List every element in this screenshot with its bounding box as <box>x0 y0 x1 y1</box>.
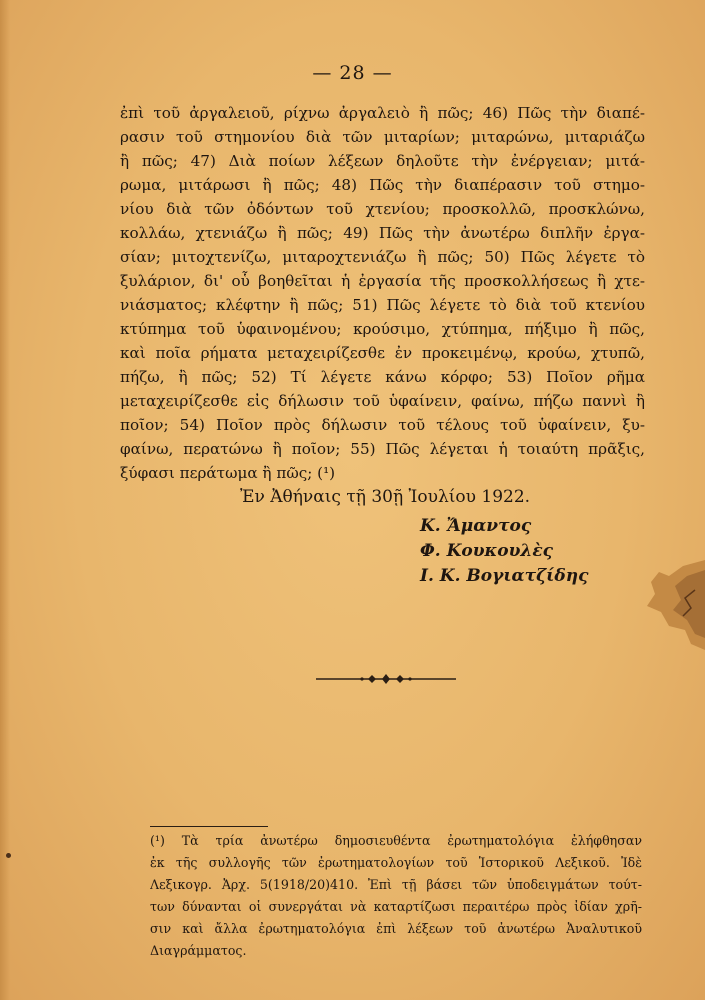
text-line: καὶ ποῖα ρήματα μεταχειρίζεσθε ἐν προκειμένῳ, κρούω, χτυπῶ, <box>120 344 645 362</box>
footnote-line: ἐκ τῆς συλλογῆς τῶν ἐρωτηματολογίων τοῦ Ἱστορικοῦ Λεξικοῦ. Ἰδὲ <box>150 855 642 870</box>
ink-speck <box>6 853 11 858</box>
page-edge-shadow <box>0 0 10 1000</box>
footnote <box>150 830 642 962</box>
text-line: ρασιν τοῦ στημονίου διὰ τῶν μιταρίων; μιταρώνω, μιταριάζω <box>120 128 645 146</box>
ornament-divider <box>316 672 456 686</box>
text-line: κολλάω, χτενιάζω ἢ πῶς; 49) Πῶς τὴν ἀνωτέρω διπλῆν ἐργα- <box>120 224 645 242</box>
main-paragraph <box>120 101 645 485</box>
text-line: ἢ πῶς; 47) Διὰ ποίων λέξεων δηλοῦτε τὴν ἐνέργειαν; μιτά- <box>120 152 645 170</box>
text-line: κτύπημα τοῦ ὑφαινομένου; κρούσιμο, χτύπημα, πήξιμο ἢ πῶς, <box>120 320 645 338</box>
footnote-line: σιν καὶ ἄλλα ἐρωτηματολόγια ἐπὶ λέξεων τοῦ ἀνωτέρω Ἀναλυτικοῦ <box>150 921 642 936</box>
text-line: μεταχειρίζεσθε εἰς δήλωσιν τοῦ ὑφαίνειν, φαίνω, πήζω παννὶ ἢ <box>120 392 645 410</box>
text-line: πήζω, ἢ πῶς; 52) Τί λέγετε κάνω κόρφο; 53) Ποῖον ρῆμα <box>120 368 645 386</box>
signature-vogiatzidis: Ι. Κ. Βογιατζίδης <box>420 566 589 586</box>
text-line: ξυλάριον, δι' οὗ βοηθεῖται ἡ ἐργασία τῆς προσκολλήσεως ἢ χτε- <box>120 272 645 290</box>
text-line: ἐπὶ τοῦ ἀργαλειοῦ, ρίχνω ἀργαλειὸ ἢ πῶς; 46) Πῶς τὴν διαπέ- <box>120 104 645 122</box>
text-line: νιάσματος; κλέφτην ἢ πῶς; 51) Πῶς λέγετε τὸ διὰ τοῦ κτενίου <box>120 296 645 314</box>
text-line: νίου διὰ τῶν ὀδόντων τοῦ χτενίου; προσκολλῶ, προσκλώνω, <box>120 200 645 218</box>
signature-amantos: Κ. Ἄμαντος <box>420 516 532 536</box>
text-line: ρωμα, μιτάρωσι ἢ πῶς; 48) Πῶς τὴν διαπέρασιν τοῦ στημο- <box>120 176 645 194</box>
text-line: ξύφασι περάτωμα ἢ πῶς; (¹) <box>120 464 336 482</box>
text-line: φαίνω, περατώνω ἢ ποῖον; 55) Πῶς λέγεται ἡ τοιαύτη πρᾶξις, <box>120 440 645 458</box>
text-line: σίαν; μιτοχτενίζω, μιταροχτενιάζω ἢ πῶς; 50) Πῶς λέγετε τὸ <box>120 248 645 266</box>
footnote-rule <box>150 826 268 827</box>
torn-paper-damage <box>625 560 705 650</box>
page-number: — 28 — <box>312 62 393 84</box>
footnote-line: των δύνανται οἱ συνεργάται νὰ καταρτίζωσι περαιτέρω πρὸς ἰδίαν χρῆ- <box>150 899 642 914</box>
signature-koukoules: Φ. Κουκουλὲς <box>420 541 554 561</box>
dateline: Ἐν Ἀθήναις τῇ 30ῇ Ἰουλίου 1922. <box>240 487 531 507</box>
footnote-line: Λεξικογρ. Ἀρχ. 5(1918/20)410. Ἐπὶ τῇ βάσει τῶν ὑποδειγμάτων τούτ- <box>150 877 642 892</box>
footnote-line: Διαγράμματος. <box>150 943 247 958</box>
footnote-line: (¹) Τὰ τρία ἀνωτέρω δημοσιευθέντα ἐρωτηματολόγια ἐλήφθησαν <box>150 833 642 848</box>
text-line: ποῖον; 54) Ποῖον πρὸς δήλωσιν τοῦ τέλους τοῦ ὑφαίνειν, ξυ- <box>120 416 645 434</box>
